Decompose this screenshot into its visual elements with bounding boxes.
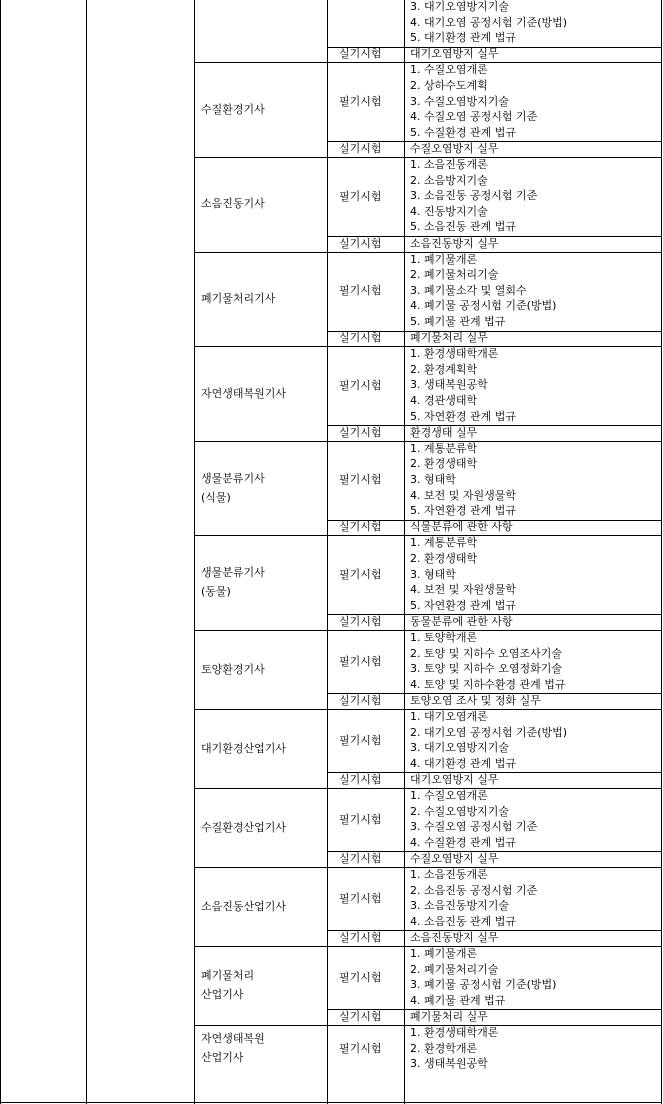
written-subject-item: 3. 수질오염 공정시험 기준	[410, 820, 538, 833]
written-subject-item: 2. 폐기물처리기술	[410, 963, 499, 976]
written-subject-item: 3. 생태복원공학	[410, 378, 488, 391]
written-subject-item: 5. 자연환경 관계 법규	[410, 504, 516, 517]
column-divider	[194, 0, 195, 1104]
practical-exam-label: 실기시험	[339, 773, 382, 786]
certificate-name: 소음진동기사	[201, 197, 265, 210]
written-subject-item: 1. 수질오염개론	[410, 63, 488, 76]
certificate-name: 생물분류기사	[201, 566, 265, 579]
written-subject-item: 1. 환경생태학개론	[410, 1026, 499, 1039]
written-subject-item: 2. 소음진동 공정시험 기준	[410, 884, 538, 897]
written-subject-item: 3. 토양 및 지하수 오염정화기술	[410, 662, 562, 675]
certificate-name: (동물)	[201, 585, 231, 598]
certificate-name: 산업기사	[201, 1051, 244, 1064]
written-subject-item: 3. 대기오염방지기술	[410, 741, 509, 754]
written-exam-label: 필기시험	[339, 95, 382, 108]
written-subject-item: 5. 자연환경 관계 법규	[410, 599, 516, 612]
written-subject-item: 4. 경관생태학	[410, 394, 478, 407]
practical-subject: 토양오염 조사 및 정화 실무	[410, 694, 541, 707]
written-subject-item: 3. 형태학	[410, 473, 456, 486]
written-subject-item: 4. 보전 및 자원생물학	[410, 583, 516, 596]
practical-exam-label: 실기시험	[339, 1010, 382, 1023]
written-subject-item: 1. 환경생태학개론	[410, 347, 499, 360]
written-subject-item: 1. 폐기물개론	[410, 947, 478, 960]
certificate-name: (식물)	[201, 491, 231, 504]
written-exam-label: 필기시험	[339, 813, 382, 826]
certificate-name: 대기환경산업기사	[201, 742, 287, 755]
written-exam-label: 필기시험	[339, 1042, 382, 1055]
written-subject-item: 3. 폐기물소각 및 열회수	[410, 284, 527, 297]
table-border	[661, 0, 662, 1104]
column-divider	[327, 0, 328, 1104]
practical-exam-label: 실기시험	[339, 237, 382, 250]
practical-subject: 소음진동방지 실무	[410, 237, 499, 250]
certificate-name: 수질환경산업기사	[201, 821, 287, 834]
written-exam-label: 필기시험	[339, 190, 382, 203]
practical-exam-label: 실기시험	[339, 694, 382, 707]
written-subject-item: 5. 자연환경 관계 법규	[410, 410, 516, 423]
written-subject-item: 5. 수질환경 관계 법규	[410, 126, 516, 139]
written-subject-item: 4. 수질오염 공정시험 기준	[410, 110, 538, 123]
practical-exam-label: 실기시험	[339, 426, 382, 439]
written-subject-item: 1. 계통분류학	[410, 536, 478, 549]
written-subject-item: 2. 환경학개론	[410, 1042, 478, 1055]
written-subject-item: 5. 폐기물 관계 법규	[410, 315, 506, 328]
written-subject-item: 4. 보전 및 자원생물학	[410, 489, 516, 502]
written-subject-item: 4. 토양 및 지하수환경 관계 법규	[410, 678, 566, 691]
written-subject-item: 4. 대기환경 관계 법규	[410, 757, 516, 770]
certificate-name: 산업기사	[201, 988, 244, 1001]
written-subject-item: 5. 소음진동 관계 법규	[410, 220, 516, 233]
written-exam-label: 필기시험	[339, 379, 382, 392]
written-subject-item: 4. 소음진동 관계 법규	[410, 915, 516, 928]
written-subject-item: 5. 대기환경 관계 법규	[410, 31, 516, 44]
written-subject-item: 1. 토양학개론	[410, 631, 478, 644]
written-exam-label: 필기시험	[339, 892, 382, 905]
written-subject-item: 4. 수질환경 관계 법규	[410, 836, 516, 849]
written-subject-item: 3. 소음진동 공정시험 기준	[410, 189, 538, 202]
practical-subject: 식물분류에 관한 사항	[410, 520, 513, 533]
written-subject-item: 2. 환경계획학	[410, 363, 478, 376]
certificate-name: 토양환경기사	[201, 663, 265, 676]
written-subject-item: 1. 폐기물개론	[410, 253, 478, 266]
written-exam-label: 필기시험	[339, 734, 382, 747]
practical-exam-label: 실기시험	[339, 331, 382, 344]
written-subject-item: 3. 생태복원공학	[410, 1057, 488, 1070]
practical-subject: 환경생태 실무	[410, 426, 478, 439]
written-subject-item: 2. 폐기물처리기술	[410, 268, 499, 281]
written-subject-item: 2. 토양 및 지하수 오염조사기술	[410, 647, 562, 660]
practical-exam-label: 실기시험	[339, 931, 382, 944]
written-subject-item: 2. 환경생태학	[410, 457, 478, 470]
written-subject-item: 2. 환경생태학	[410, 552, 478, 565]
practical-exam-label: 실기시험	[339, 615, 382, 628]
written-exam-label: 필기시험	[339, 568, 382, 581]
written-exam-label: 필기시험	[339, 473, 382, 486]
certificate-name: 생물분류기사	[201, 472, 265, 485]
written-subject-item: 3. 수질오염방지기술	[410, 95, 509, 108]
written-subject-item: 1. 소음진동개론	[410, 868, 488, 881]
written-subject-item: 1. 소음진동개론	[410, 158, 488, 171]
practical-subject: 동물분류에 관한 사항	[410, 615, 513, 628]
certificate-name: 수질환경기사	[201, 103, 265, 116]
written-subject-item: 1. 대기오염개론	[410, 710, 488, 723]
practical-exam-label: 실기시험	[339, 852, 382, 865]
written-subject-item: 3. 형태학	[410, 568, 456, 581]
written-subject-item: 3. 소음진동방지기술	[410, 899, 509, 912]
practical-exam-label: 실기시험	[339, 142, 382, 155]
written-subject-item: 4. 진동방지기술	[410, 205, 488, 218]
written-subject-item: 4. 폐기물 공정시험 기준(방법)	[410, 299, 557, 312]
practical-subject: 수질오염방지 실무	[410, 142, 499, 155]
written-subject-item: 2. 대기오염 공정시험 기준(방법)	[410, 726, 568, 739]
written-subject-item: 4. 폐기물 관계 법규	[410, 994, 506, 1007]
written-exam-label: 필기시험	[339, 971, 382, 984]
written-subject-item: 2. 소음방지기술	[410, 174, 488, 187]
practical-exam-label: 실기시험	[339, 520, 382, 533]
written-exam-label: 필기시험	[339, 655, 382, 668]
practical-subject: 폐기물처리 실무	[410, 331, 488, 344]
written-subject-item: 3. 대기오염방지기술	[410, 0, 509, 13]
practical-subject: 수질오염방지 실무	[410, 852, 499, 865]
column-divider	[86, 0, 87, 1104]
column-divider	[404, 0, 405, 1104]
practical-subject: 대기오염방지 실무	[410, 47, 499, 60]
written-subject-item: 1. 계통분류학	[410, 442, 478, 455]
practical-subject: 소음진동방지 실무	[410, 931, 499, 944]
written-exam-label: 필기시험	[339, 284, 382, 297]
written-subject-item: 1. 수질오염개론	[410, 789, 488, 802]
table-border	[0, 0, 1, 1104]
certificate-name: 자연생태복원	[201, 1032, 265, 1045]
practical-subject: 폐기물처리 실무	[410, 1010, 488, 1023]
written-subject-item: 2. 상하수도계획	[410, 79, 488, 92]
written-subject-item: 4. 대기오염 공정시험 기준(방법)	[410, 16, 568, 29]
written-subject-item: 2. 수질오염방지기술	[410, 805, 509, 818]
certificate-name: 폐기물처리기사	[201, 292, 276, 305]
certificate-name: 소음진동산업기사	[201, 900, 287, 913]
certificate-name: 자연생태복원기사	[201, 387, 287, 400]
table-bottom-border	[0, 1102, 662, 1103]
certificate-name: 폐기물처리	[201, 969, 255, 982]
practical-subject: 대기오염방지 실무	[410, 773, 499, 786]
written-subject-item: 3. 폐기물 공정시험 기준(방법)	[410, 978, 557, 991]
practical-exam-label: 실기시험	[339, 47, 382, 60]
